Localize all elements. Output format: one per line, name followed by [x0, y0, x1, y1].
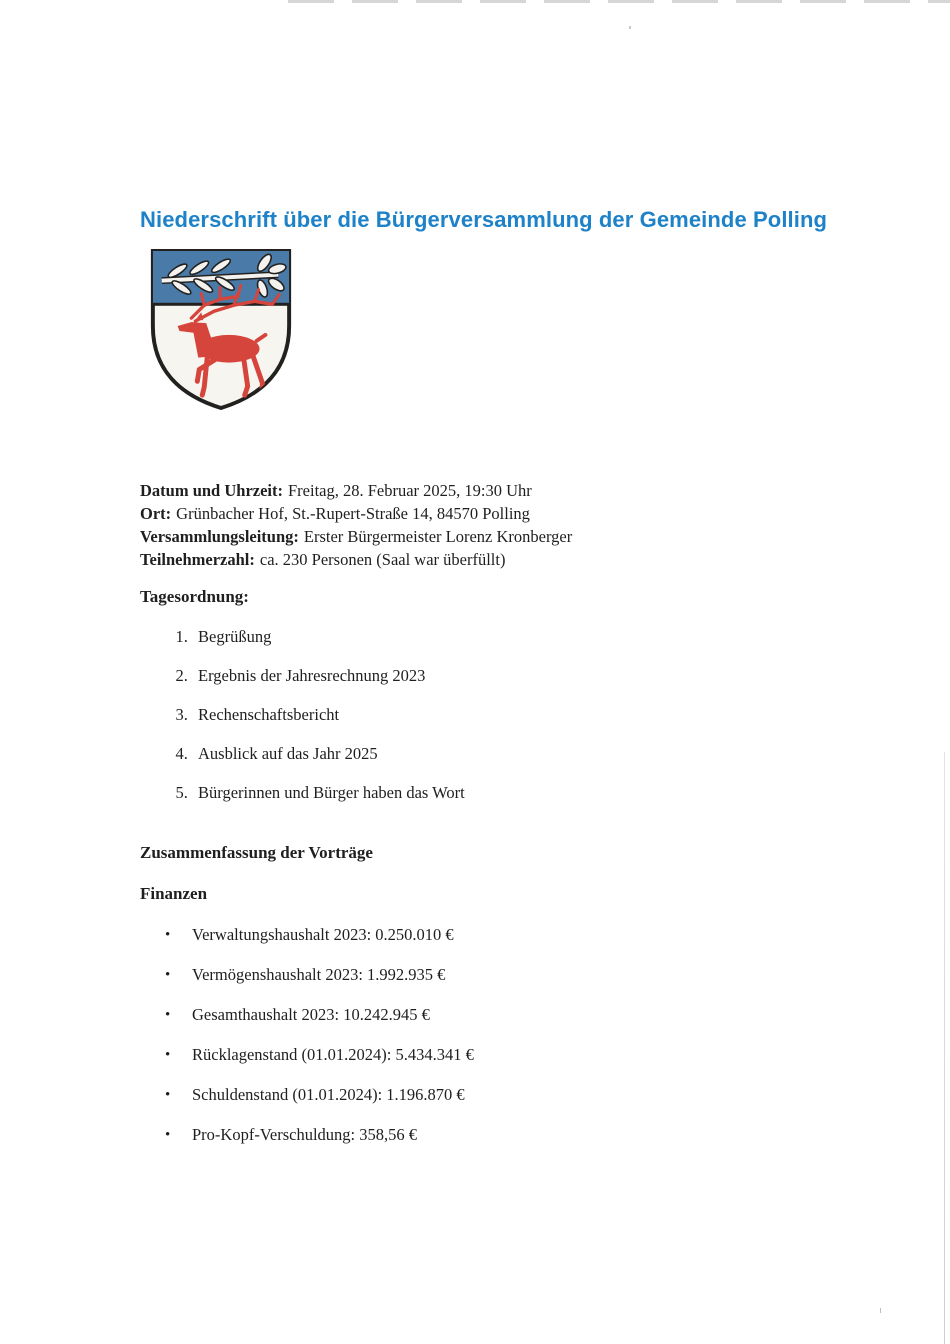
scan-artifact-tick — [880, 1308, 881, 1313]
meta-chair-value: Erster Bürgermeister Lorenz Kronberger — [303, 527, 573, 546]
summary-heading: Zusammenfassung der Vorträge — [140, 843, 373, 862]
scan-artifact-right-edge — [944, 752, 945, 1344]
meta-location-value: Grünbacher Hof, St.-Rupert-Straße 14, 84570 Polling — [176, 504, 530, 523]
finance-item-schuldenstand: • Schuldenstand (01.01.2024): 1.196.870 € — [192, 1085, 830, 1105]
agenda-item-1: 1. Begrüßung — [192, 627, 830, 647]
coat-of-arms-svg — [142, 239, 300, 417]
scan-artifact-dot — [629, 26, 631, 29]
meta-attendance-value: ca. 230 Personen (Saal war überfüllt) — [259, 550, 506, 569]
agenda-item-4: 4. Ausblick auf das Jahr 2025 — [192, 744, 830, 764]
meta-chair — [140, 525, 830, 548]
meta-location-label: Ort: — [140, 504, 172, 523]
agenda-item-3: 3. Rechenschaftsbericht — [192, 705, 830, 725]
page-title: Niederschrift über die Bürgerversammlung der Gemeinde Polling — [140, 207, 828, 232]
finance-item-pro-kopf-verschuldung: • Pro-Kopf-Verschuldung: 358,56 € — [192, 1125, 830, 1145]
scan-artifact-top-edge — [288, 0, 950, 3]
meta-attendance-label: Teilnehmerzahl: — [140, 550, 255, 569]
agenda-item-5: 5. Bürgerinnen und Bürger haben das Wort — [192, 783, 830, 803]
meta-location — [140, 502, 830, 525]
finance-item-ruecklagenstand: • Rücklagenstand (01.01.2024): 5.434.341 € — [192, 1045, 830, 1065]
document-content — [140, 206, 830, 1165]
finance-item-gesamthaushalt: • Gesamthaushalt 2023: 10.242.945 € — [192, 1005, 830, 1025]
finance-list — [140, 925, 830, 1145]
meta-chair-label: Versammlungsleitung: — [140, 527, 299, 546]
finance-item-verwaltungshaushalt: • Verwaltungshaushalt 2023: 0.250.010 € — [192, 925, 830, 945]
meta-date-value: Freitag, 28. Februar 2025, 19:30 Uhr — [288, 481, 532, 500]
meeting-meta — [140, 479, 830, 571]
polling-coat-of-arms-icon — [142, 239, 300, 417]
finance-heading: Finanzen — [140, 884, 208, 903]
agenda-item-2: 2. Ergebnis der Jahresrechnung 2023 — [192, 666, 830, 686]
meta-date — [140, 479, 830, 502]
agenda-list — [140, 627, 830, 803]
meta-date-label: Datum und Uhrzeit: — [140, 481, 283, 500]
finance-item-vermoegenshaushalt: • Vermögenshaushalt 2023: 1.992.935 € — [192, 965, 830, 985]
meta-attendance — [140, 548, 830, 571]
agenda-heading: Tagesordnung: — [140, 587, 249, 606]
